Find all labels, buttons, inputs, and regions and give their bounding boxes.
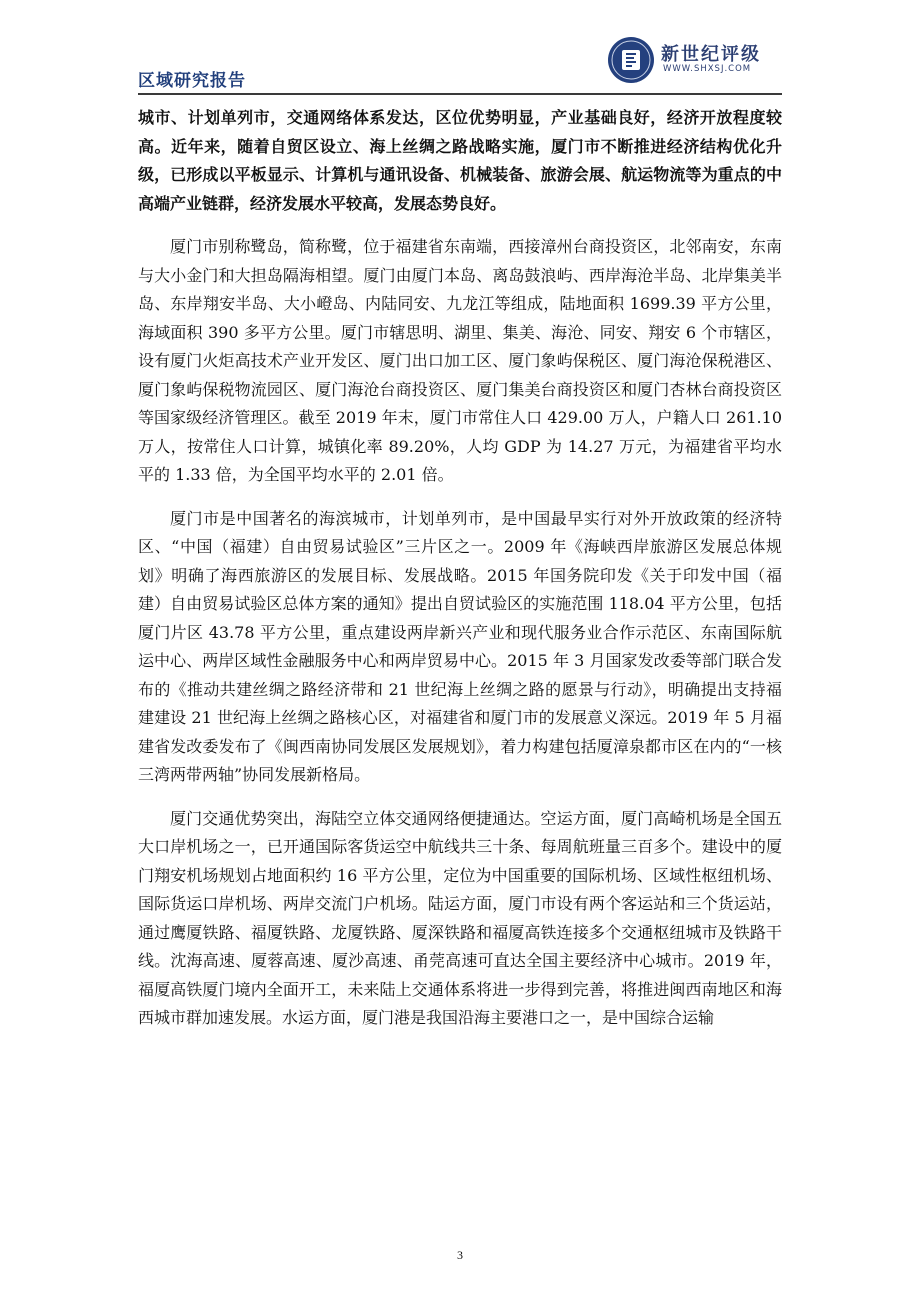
page-header <box>138 30 782 94</box>
header-divider <box>138 93 782 95</box>
body-text <box>138 104 782 1048</box>
paragraph-summary: 城市、计划单列市，交通网络体系发达，区位优势明显，产业基础良好，经济开放程度较高。近年来，随着自贸区设立、海上丝绸之路战略实施，厦门市不断推进经济结构优化升级，已形成以平板显示、计算机与通讯设备、机械装备、旅游会展、航运物流等为重点的中高端产业链群，经济发展水平较高，发展态势良好。 <box>138 108 782 213</box>
paragraph-transport: 厦门交通优势突出，海陆空立体交通网络便捷通达。空运方面，厦门高崎机场是全国五大口岸机场之一，已开通国际客货运空中航线共三十条、每周航班量三百多个。建设中的厦门翔安机场规划占地面积约 16 平方公里，定位为中国重要的国际机场、区域性枢纽机场、国际货运口岸机场、两岸交流门户机场。陆运方面，厦门市设有两个客运站和三个货运站，通过鹰厦铁路、福厦铁路、龙厦铁路、厦深铁路和福厦高铁连接多个交通枢纽城市及铁路干线。沈海高速、厦蓉高速、厦沙高速、甬莞高速可直达全国主要经济中心城市。2019 年，福厦高铁厦门境内全面开工，未来陆上交通体系将进一步得到完善，将推进闽西南地区和海西城市群加速发展。水运方面，厦门港是我国沿海主要港口之一，是中国综合运输 <box>138 808 782 1027</box>
logo-url: WWW.SHXSJ.COM <box>663 64 752 74</box>
company-logo <box>607 36 782 86</box>
paragraph-policy: 厦门市是中国著名的海滨城市，计划单列市，是中国最早实行对外开放政策的经济特区、“中国（福建）自由贸易试验区”三片区之一。2009 年《海峡西岸旅游区发展总体规划》明确了海西旅游区的发展目标、发展战略。2015 年国务院印发《关于印发中国（福建）自由贸易试验区总体方案的通知》提出自贸试验区的实施范围 118.04 平方公里，包括厦门片区 43.78 平方公里，重点建设两岸新兴产业和现代服务业合作示范区、东南国际航运中心、两岸区域性金融服务中心和两岸贸易中心。2015 年 3 月国家发改委等部门联合发布的《推动共建丝绸之路经济带和 21 世纪海上丝绸之路的愿景与行动》，明确提出支持福建建设 21 世纪海上丝绸之路核心区，对福建省和厦门市的发展意义深远。2019 年 5 月福建省发改委发布了《闽西南协同发展区发展规划》，着力构建包括厦漳泉都市区在内的“一核三湾两带两轴”协同发展新格局。 <box>138 508 782 784</box>
logo-name: 新世纪评级 <box>661 44 761 65</box>
section-title: 区域研究报告 <box>138 71 246 91</box>
page-number: 3 <box>457 1248 463 1262</box>
paragraph-geography: 厦门市别称鹭岛，简称鹭，位于福建省东南端，西接漳州台商投资区，北邻南安，东南与大小金门和大担岛隔海相望。厦门由厦门本岛、离岛鼓浪屿、西岸海沧半岛、北岸集美半岛、东岸翔安半岛、大小嶝岛、内陆同安、九龙江等组成，陆地面积 1699.39 平方公里，海域面积 390 多平方公里。厦门市辖思明、湖里、集美、海沧、同安、翔安 6 个市辖区，设有厦门火炬高技术产业开发区、厦门出口加工区、厦门象屿保税区、厦门海沧保税港区、厦门象屿保税物流园区、厦门海沧台商投资区、厦门集美台商投资区和厦门杏林台商投资区等国家级经济管理区。截至 2019 年末，厦门市常住人口 429.00 万人，户籍人口 261.10 万人，按常住人口计算，城镇化率 89.20%，人均 GDP 为 14.27 万元，为福建省平均水平的 1.33 倍，为全国平均水平的 2.01 倍。 <box>138 237 782 484</box>
logo-seal-icon <box>607 36 655 84</box>
